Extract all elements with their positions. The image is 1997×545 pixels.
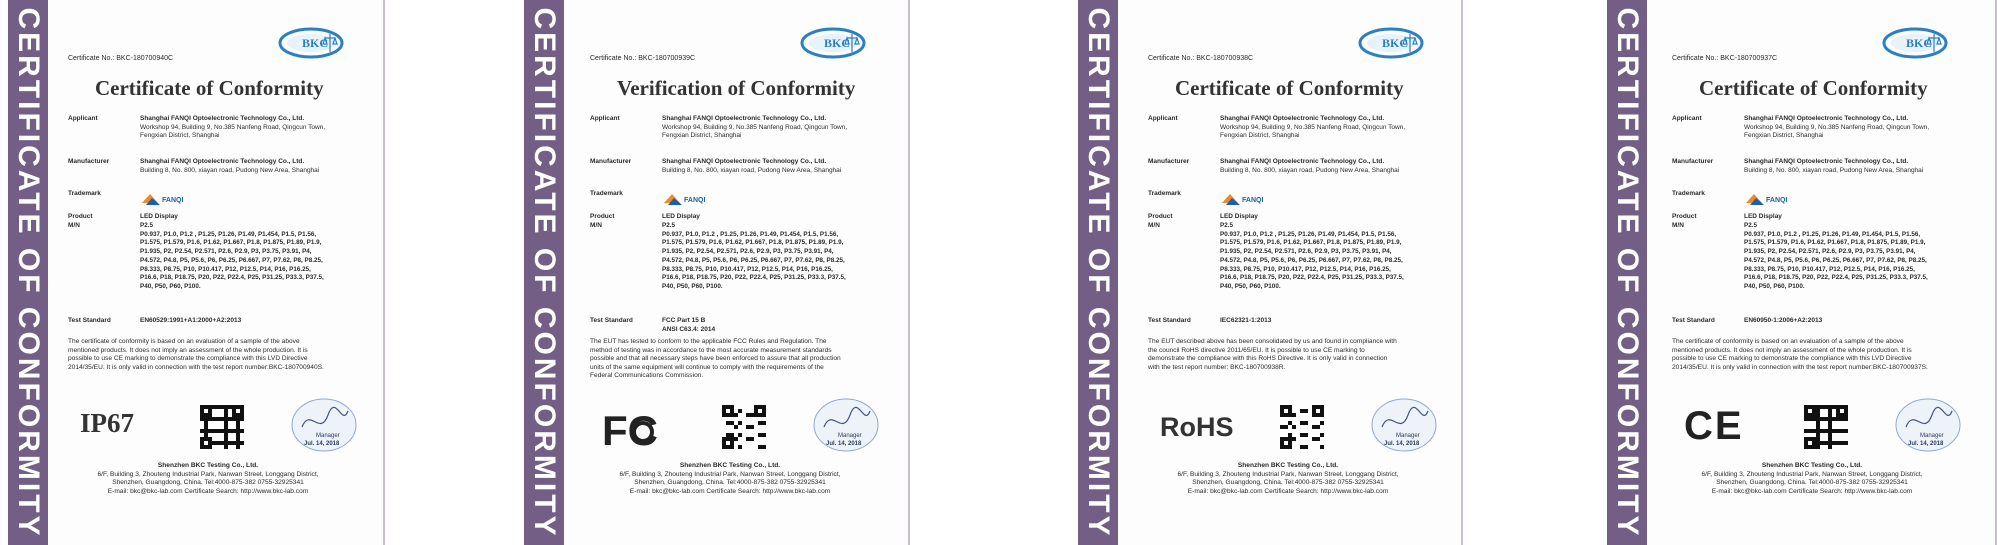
statement-line: possible to use CE marking to demonstrate the compliance with this LVD Directive [1672,355,1912,363]
model-number-line: P1.935, P2, P2.54, P2.571, P2.6, P2.9, P3, P3.75, P3.91, P4, [662,248,834,256]
product-value: LED Display [662,213,700,220]
seal-date: Jul. 14, 2018 [1384,441,1420,447]
model-number-line: P2.5 [1220,222,1233,229]
bkc-logo [1358,26,1428,60]
conformity-statement [1672,338,1972,372]
applicant-value [662,115,847,141]
certificate-number: Certificate No.: BKC-180700938C [1148,55,1254,62]
footer [58,462,358,496]
certificate-title: Certificate of Conformity [1175,76,1404,100]
footer-email: E-mail: bkc@bkc-lab.com Certificate Search: http://www.bkc-lab.com [629,487,831,495]
product-label: Product [1148,213,1173,220]
product-label: Product [590,213,615,220]
applicant-name: Shanghai FANQI Optoelectronic Technology Co., Ltd. [1220,115,1385,122]
side-band-text: CERTIFICATE OF CONFORMITY [12,6,45,539]
seal-date: Jul. 14, 2018 [304,441,340,447]
model-number-line: P8.333, P8.75, P10, P10.417, P12, P12.5, P14, P16, P16.25, [662,265,833,273]
footer [580,462,880,496]
qr-code[interactable] [1804,405,1848,449]
model-number-line: P1.575, P1.579, P1.6, P1.62, P1.667, P1.8, P1.875, P1.89, P1.9, [1744,239,1926,247]
model-number-line: P4.572, P4.8, P5, P5.6, P6, P6.25, P6.667, P7, P7.62, P8, P8.25, [1220,256,1403,264]
side-band-text: CERTIFICATE OF CONFORMITY [1082,6,1115,539]
certificate-title: Certificate of Conformity [1699,76,1928,100]
statement-line: The EUT described above has been consolidated by us and found in compliance with [1148,338,1397,345]
model-numbers [1220,222,1450,292]
footer [1138,462,1438,496]
test-standard-secondary: ANSI C63.4: 2014 [662,325,716,333]
footer-email: E-mail: bkc@bkc-lab.com Certificate Search: http://www.bkc-lab.com [107,487,309,495]
applicant-address-line: Fengxian District, Shanghai [140,132,220,139]
seal-date: Jul. 14, 2018 [826,441,862,447]
test-standard-label: Test Standard [1148,317,1191,324]
footer-lab-name: Shenzhen BKC Testing Co., Ltd. [1237,462,1339,469]
applicant-address-line: Fengxian District, Shanghai [662,132,742,139]
manager-seal [290,397,358,453]
fcc-mark-icon [602,408,660,452]
statement-line: The EUT has tested to conform to the applicable FCC Rules and Regulation. The [590,338,827,345]
manufacturer-name: Shanghai FANQI Optoelectronic Technology Co., Ltd. [140,158,305,165]
footer-contact: Shenzhen, Guangdong, China. Tel:4000-875-382 0755-32925341 [112,479,304,487]
conformity-statement [1148,338,1448,372]
statement-line: mentioned products. It does not imply an assessment of the whole production. It is [68,346,308,354]
footer-address: 6/F, Building 3, Zhouteng Industrial Park, Nanwan Street, Longgang District, [97,470,319,478]
seal-date: Jul. 14, 2018 [1908,441,1944,447]
applicant-value [140,115,325,141]
mn-label: M/N [1672,222,1684,229]
manufacturer-address: Building 8, No. 800, xiayan road, Pudong New Area, Shanghai [1220,166,1400,174]
mn-label: M/N [68,222,80,229]
trademark-label: Trademark [1148,190,1181,197]
model-number-line: P16.6, P18, P18.75, P20, P22, P22.4, P25, P31.25, P33.3, P37.5, [140,274,324,282]
statement-line: Federal Communications Commission. [590,372,704,380]
manufacturer-value [1744,158,1923,175]
certificate-number: Certificate No.: BKC-180700940C [68,55,174,62]
mn-label: M/N [590,222,602,229]
statement-line: 2014/35/EU. It is only valid in connection with the test report number:BKC-180700940S. [68,363,324,371]
applicant-label: Applicant [1672,115,1702,122]
model-number-line: P1.935, P2, P2.54, P2.571, P2.6, P2.9, P3, P3.75, P3.91, P4, [1220,248,1392,256]
product-value: LED Display [1220,213,1258,220]
bkc-logo-text: BKC [1382,36,1409,50]
side-band-text: CERTIFICATE OF CONFORMITY [1611,6,1644,539]
side-band [1078,0,1118,545]
statement-line: possible and that all necessary steps have been enforced to assure that all production [590,355,841,363]
certificate-page [1605,0,1997,545]
statement-line: method of testing was in accordance to the most accurate measurement standards [590,346,832,354]
model-number-line: P4.572, P4.8, P5, P5.6, P6, P6.25, P6.667, P7, P7.62, P8, P8.25, [662,256,845,264]
manufacturer-label: Manufacturer [68,158,110,165]
test-standard-value [1220,317,1271,326]
test-standard-label: Test Standard [590,317,633,324]
compliance-mark [1684,404,1744,449]
model-number-line: P8.333, P8.75, P10, P10.417, P12, P12.5, P14, P16, P16.25, [1220,265,1391,273]
test-standard: FCC Part 15 B [662,317,706,324]
model-number-line: P0.937, P1.0, P1.2 , P1.25, P1.26, P1.49, P1.454, P1.5, P1.56, [1220,230,1397,238]
model-number-line: P40, P50, P60, P100. [1744,282,1805,290]
footer [1662,462,1962,496]
trademark-label: Trademark [68,190,101,197]
model-number-line: P0.937, P1.0, P1.2 , P1.25, P1.26, P1.49, P1.454, P1.5, P1.56, [662,230,839,238]
conformity-statement [590,338,890,381]
model-number-line: P8.333, P8.75, P10, P10.417, P12, P12.5, P14, P16, P16.25, [140,265,311,273]
test-standard-value [662,317,715,334]
manufacturer-label: Manufacturer [1672,158,1714,165]
model-number-line: P16.6, P18, P18.75, P20, P22, P22.4, P25, P31.25, P33.3, P37.5, [1220,274,1404,282]
model-number-line: P40, P50, P60, P100. [140,282,201,290]
manufacturer-value [140,158,319,175]
statement-line: mentioned products. It does not imply an assessment of the whole production. It is [1672,346,1912,354]
qr-code[interactable] [722,405,766,449]
mn-label: M/N [1148,222,1160,229]
model-number-line: P1.575, P1.579, P1.6, P1.62, P1.667, P1.8, P1.875, P1.89, P1.9, [662,239,844,247]
model-number-line: P2.5 [662,222,675,229]
applicant-value [1744,115,1929,141]
model-number-line: P1.935, P2, P2.54, P2.571, P2.6, P2.9, P3, P3.75, P3.91, P4, [140,248,312,256]
fanqi-brand-text: FANQI [162,197,184,204]
side-band [8,0,48,545]
compliance-mark [1160,408,1234,443]
footer-contact: Shenzhen, Guangdong, China. Tel:4000-875-382 0755-32925341 [1192,479,1384,487]
applicant-value [1220,115,1405,141]
test-standard-value [140,317,241,326]
certificate-title: Certificate of Conformity [95,76,324,100]
fanqi-logo-icon [1744,191,1804,209]
model-number-line: P16.6, P18, P18.75, P20, P22, P22.4, P25, P31.25, P33.3, P37.5, [1744,274,1928,282]
trademark-label: Trademark [1672,190,1705,197]
bkc-logo-text: BKC [824,36,851,50]
footer-lab-name: Shenzhen BKC Testing Co., Ltd. [679,462,781,469]
model-numbers [1744,222,1974,292]
footer-contact: Shenzhen, Guangdong, China. Tel:4000-875-382 0755-32925341 [634,479,826,487]
footer-email: E-mail: bkc@bkc-lab.com Certificate Search: http://www.bkc-lab.com [1187,487,1389,495]
applicant-name: Shanghai FANQI Optoelectronic Technology Co., Ltd. [1744,115,1909,122]
manufacturer-address: Building 8, No. 800, xiayan road, Pudong New Area, Shanghai [662,166,842,174]
statement-line: 2014/35/EU. It is only valid in connection with the test report number:BKC-180700937S. [1672,363,1928,371]
bkc-logo [1882,26,1952,60]
fanqi-logo-icon [140,191,200,209]
certificate-page [0,0,385,545]
footer-contact: Shenzhen, Guangdong, China. Tel:4000-875-382 0755-32925341 [1716,479,1908,487]
applicant-label: Applicant [1148,115,1178,122]
model-number-line: P40, P50, P60, P100. [1220,282,1281,290]
model-number-line: P2.5 [1744,222,1757,229]
product-label: Product [1672,213,1697,220]
applicant-address-line: Workshop 94, Building 9, No.385 Nanfeng Road, Qingcun Town, [140,123,326,131]
test-standard-label: Test Standard [1672,317,1715,324]
test-standard-value [1744,317,1822,326]
manufacturer-address: Building 8, No. 800, xiayan road, Pudong New Area, Shanghai [1744,166,1924,174]
qr-code[interactable] [200,405,244,449]
model-numbers [140,222,370,292]
applicant-address-line: Fengxian District, Shanghai [1220,132,1300,139]
model-number-line: P8.333, P8.75, P10, P10.417, P12, P12.5, P14, P16, P16.25, [1744,265,1915,273]
manufacturer-value [662,158,841,175]
footer-lab-name: Shenzhen BKC Testing Co., Ltd. [157,462,259,469]
manufacturer-value [1220,158,1399,175]
test-standard: EN60529:1991+A1:2000+A2:2013 [140,317,242,324]
seal-role: Manager [1396,433,1420,439]
seal-role: Manager [1920,433,1944,439]
test-standard: IEC62321-1:2013 [1220,317,1272,324]
certificate-number: Certificate No.: BKC-180700937C [1672,55,1778,62]
bkc-logo [278,26,348,60]
manufacturer-name: Shanghai FANQI Optoelectronic Technology Co., Ltd. [1744,158,1909,165]
product-value: LED Display [1744,213,1782,220]
ce-mark-text: CE [1684,404,1744,448]
seal-role: Manager [316,433,340,439]
certificate-number: Certificate No.: BKC-180700939C [590,55,696,62]
trademark-label: Trademark [590,190,623,197]
bkc-logo-text: BKC [1906,36,1933,50]
fanqi-brand-text: FANQI [1242,197,1264,204]
compliance-mark [602,408,660,457]
side-band [524,0,564,545]
applicant-address-line: Workshop 94, Building 9, No.385 Nanfeng Road, Qingcun Town, [1220,123,1406,131]
fanqi-brand-text: FANQI [684,197,706,204]
footer-email: E-mail: bkc@bkc-lab.com Certificate Search: http://www.bkc-lab.com [1711,487,1913,495]
applicant-address-line: Workshop 94, Building 9, No.385 Nanfeng Road, Qingcun Town, [662,123,848,131]
manufacturer-label: Manufacturer [590,158,632,165]
manager-seal [812,397,880,453]
model-number-line: P4.572, P4.8, P5, P5.6, P6, P6.25, P6.667, P7, P7.62, P8, P8.25, [140,256,323,264]
side-band-text: CERTIFICATE OF CONFORMITY [528,6,561,539]
applicant-label: Applicant [68,115,98,122]
model-number-line: P2.5 [140,222,153,229]
statement-line: the council RoHS directive 2011/65/EU. It is possible to use CE marking to [1148,346,1365,354]
model-number-line: P1.935, P2, P2.54, P2.571, P2.6, P2.9, P3, P3.75, P3.91, P4, [1744,248,1916,256]
model-number-line: P0.937, P1.0, P1.2 , P1.25, P1.26, P1.49, P1.454, P1.5, P1.56, [140,230,317,238]
model-numbers [662,222,892,292]
footer-address: 6/F, Building 3, Zhouteng Industrial Park, Nanwan Street, Longgang District, [1177,470,1399,478]
fcc-mark-text: FC [602,408,658,452]
statement-line: The certificate of conformity is based on an evaluation of a sample of the above [1672,338,1904,345]
side-band [1607,0,1647,545]
fanqi-brand-text: FANQI [1766,197,1788,204]
footer-lab-name: Shenzhen BKC Testing Co., Ltd. [1761,462,1863,469]
product-value: LED Display [140,213,178,220]
bkc-logo [800,26,870,60]
certificate-page [522,0,910,545]
compliance-mark [80,408,134,439]
qr-code[interactable] [1280,405,1324,449]
ip67-mark-text: IP67 [80,408,134,438]
applicant-name: Shanghai FANQI Optoelectronic Technology Co., Ltd. [662,115,827,122]
seal-role: Manager [838,433,862,439]
model-number-line: P1.575, P1.579, P1.6, P1.62, P1.667, P1.8, P1.875, P1.89, P1.9, [140,239,322,247]
statement-line: with the test report number: BKC-180700938R. [1148,363,1286,371]
model-number-line: P4.572, P4.8, P5, P5.6, P6, P6.25, P6.667, P7, P7.62, P8, P8.25, [1744,256,1927,264]
applicant-address-line: Workshop 94, Building 9, No.385 Nanfeng Road, Qingcun Town, [1744,123,1930,131]
manufacturer-address: Building 8, No. 800, xiayan road, Pudong New Area, Shanghai [140,166,320,174]
statement-line: units of the same equipment will continue to comply with the requirements of the [590,363,824,371]
model-number-line: P16.6, P18, P18.75, P20, P22, P22.4, P25, P31.25, P33.3, P37.5, [662,274,846,282]
statement-line: demonstrate the compliance with this RoHS Directive. It is only valid in connection [1148,355,1388,363]
conformity-statement [68,338,368,372]
test-standard: EN60950-1:2006+A2:2013 [1744,317,1823,324]
certificate-page [1078,0,1463,545]
fanqi-logo-icon [662,191,722,209]
model-number-line: P40, P50, P60, P100. [662,282,723,290]
footer-address: 6/F, Building 3, Zhouteng Industrial Park, Nanwan Street, Longgang District, [619,470,841,478]
manager-seal [1894,397,1962,453]
test-standard-label: Test Standard [68,317,111,324]
model-number-line: P0.937, P1.0, P1.2 , P1.25, P1.26, P1.49, P1.454, P1.5, P1.56, [1744,230,1921,238]
manufacturer-label: Manufacturer [1148,158,1190,165]
bkc-logo-text: BKC [302,36,329,50]
fanqi-logo-icon [1220,191,1280,209]
manufacturer-name: Shanghai FANQI Optoelectronic Technology Co., Ltd. [1220,158,1385,165]
rohs-mark-text: RoHS [1160,412,1234,442]
model-number-line: P1.575, P1.579, P1.6, P1.62, P1.667, P1.8, P1.875, P1.89, P1.9, [1220,239,1402,247]
manager-seal [1370,397,1438,453]
product-label: Product [68,213,93,220]
manufacturer-name: Shanghai FANQI Optoelectronic Technology Co., Ltd. [662,158,827,165]
statement-line: possible to use CE marking to demonstrate the compliance with this LVD Directive [68,355,308,363]
certificate-title: Verification of Conformity [617,76,856,100]
statement-line: The certificate of conformity is based on an evaluation of a sample of the above [68,338,300,345]
applicant-address-line: Fengxian District, Shanghai [1744,132,1824,139]
footer-address: 6/F, Building 3, Zhouteng Industrial Park, Nanwan Street, Longgang District, [1701,470,1923,478]
applicant-name: Shanghai FANQI Optoelectronic Technology Co., Ltd. [140,115,305,122]
applicant-label: Applicant [590,115,620,122]
